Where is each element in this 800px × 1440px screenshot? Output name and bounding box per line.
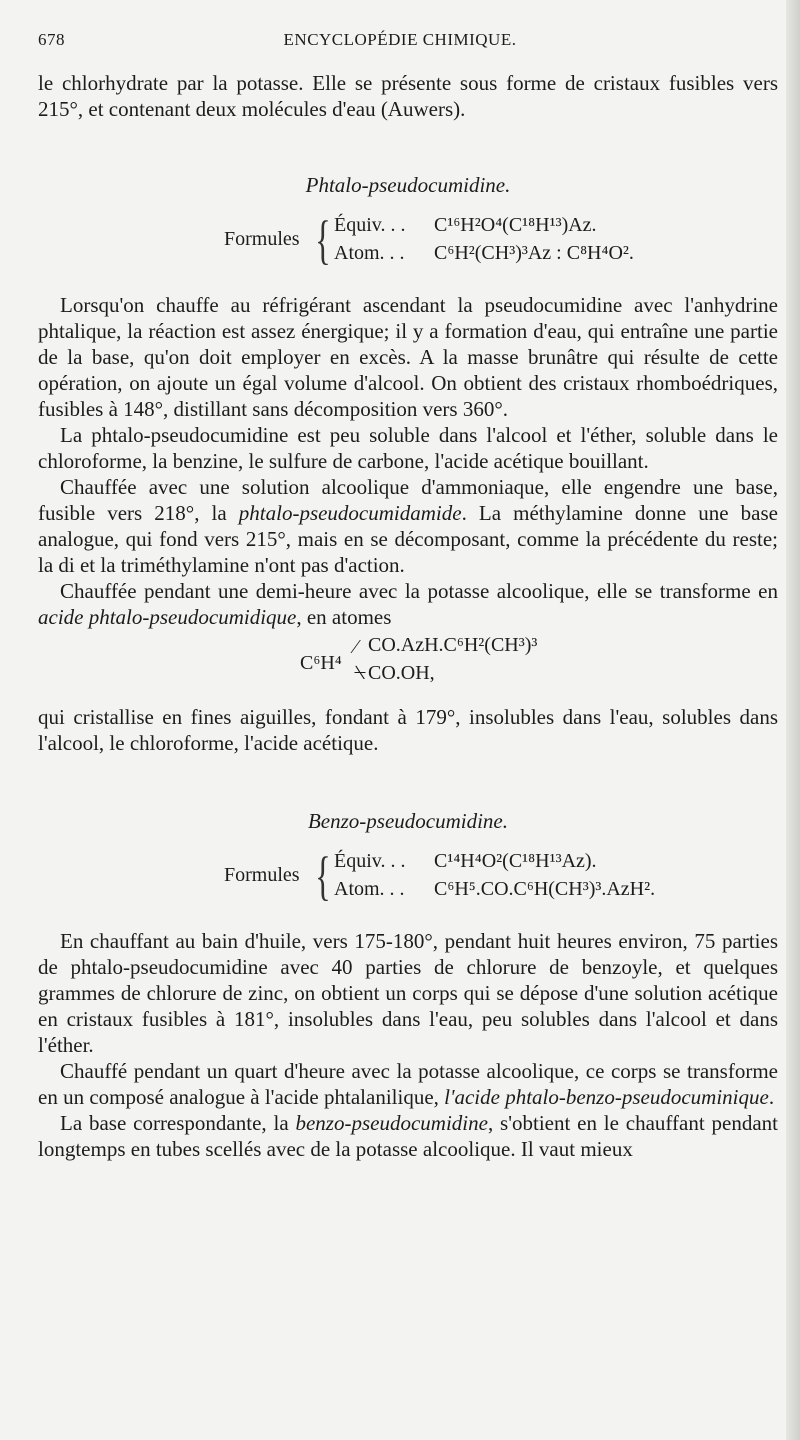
equiv-formula: C¹⁴H⁴O²(C¹⁸H¹³Az). — [434, 850, 597, 872]
paragraph-4-text-b: , en atomes — [296, 605, 392, 629]
bond-up-icon: ⁄ — [354, 636, 358, 658]
paragraph-8 — [38, 1110, 778, 1162]
page-number: 678 — [38, 30, 65, 49]
brace-icon: { — [315, 846, 331, 906]
structure-group-1: CO.AzH.C⁶H²(CH³)³ — [368, 634, 538, 656]
formula-atom-row — [334, 876, 656, 902]
paragraph-4-italic: acide phtalo-pseudocumidique — [38, 605, 297, 629]
paragraph-3-italic: phtalo-pseudocumidamide — [238, 501, 462, 525]
section-heading-phtalo: Phtalo-pseudocumidine. — [305, 173, 511, 197]
paragraph-3-text-a: Chauffée avec une solution alcoolique d'ammoniaque, elle engendre une base, fusible vers 218°, la — [38, 475, 778, 525]
paragraph-7 — [38, 1058, 778, 1110]
formulas-label: Formules — [224, 864, 300, 886]
paragraph-6: En chauffant au bain d'huile, vers 175-180°, pendant huit heures environ, 75 parties de phtalo-pseudocumidine avec 40 parties de chlorure de benzoyle, et quelques grammes de chlorure de zinc, on obtient un corps qui se dépose d'une solution acétique en cristaux fusibles à 181°, insolubles dans l'eau, peu solubles dans l'alcool et dans l'éther. — [38, 929, 778, 1057]
atom-label: Atom. . . — [334, 242, 405, 264]
paragraph-1: Lorsqu'on chauffe au réfrigérant ascendant la pseudocumidine avec l'anhydrine phtalique, la réaction est assez énergique; il y a formation d'eau, qui entraîne une partie de la base, qu'on doit employer en excès. A la masse brunâtre qui résulte de cette opération, on ajoute un égal volume d'alcool. On obtient des cristaux rhomboédriques, fusibles à 148°, distillant sans décomposition vers 360°. — [38, 293, 778, 421]
structure-base: C⁶H⁴ — [300, 652, 342, 674]
running-title: ENCYCLOPÉDIE CHIMIQUE. — [283, 30, 517, 49]
brace-icon: { — [315, 210, 331, 270]
paragraph-7-text-b: . — [768, 1085, 775, 1109]
paragraph-intro: le chlorhydrate par la potasse. Elle se présente sous forme de cristaux fusibles vers 215°, et contenant deux molécules d'eau (Auwers). — [38, 71, 778, 121]
formula-block-phtalo — [38, 212, 778, 270]
paragraph-5: qui cristallise en fines aiguilles, fondant à 179°, insolubles dans l'eau, solubles dans l'alcool, le chloroforme, l'acide acétique. — [38, 705, 778, 755]
equiv-label: Équiv. . . — [334, 850, 406, 872]
formula-equiv-row — [334, 212, 597, 238]
atom-label: Atom. . . — [334, 878, 405, 900]
formulas-label: Formules — [224, 228, 300, 250]
equiv-label: Équiv. . . — [334, 214, 406, 236]
paragraph-4 — [38, 578, 778, 630]
paragraph-2: La phtalo-pseudocumidine est peu soluble dans l'alcool et l'éther, soluble dans le chloroforme, la benzine, le sulfure de carbone, l'acide acétique bouillant. — [38, 423, 778, 473]
paragraph-4-text-a: Chauffée pendant une demi-heure avec la potasse alcoolique, elle se transforme en — [60, 579, 778, 603]
paragraph-7-italic: l'acide phtalo-benzo-pseudocuminique — [444, 1085, 769, 1109]
page-edge-shadow — [786, 0, 800, 1440]
paragraph-3 — [38, 474, 778, 578]
formula-atom-row — [334, 240, 634, 266]
page-body — [38, 70, 778, 1162]
paragraph-8-text-a: La base correspondante, la — [60, 1111, 296, 1135]
structural-formula — [38, 630, 778, 696]
structure-group-2: CO.OH, — [368, 662, 435, 684]
formula-block-benzo — [38, 848, 778, 906]
equiv-formula: C¹⁶H²O⁴(C¹⁸H¹³)Az. — [434, 214, 597, 236]
running-header — [38, 30, 762, 60]
paragraph-8-italic: benzo-pseudocumidine — [295, 1111, 488, 1135]
paragraph-3-text-b: . La méthylamine donne une base analogue, qui fond vers 215°, mais en se décomposant, comme la précédente du reste; la di et la triméthylamine n'ont pas d'action. — [38, 501, 778, 577]
bond-down-icon: ⍀ — [354, 662, 366, 684]
paragraph-7-text-a: Chauffé pendant un quart d'heure avec la potasse alcoolique, ce corps se transforme en un composé analogue à l'acide phtalanilique, — [38, 1059, 778, 1109]
paragraph-8-text-b: , s'obtient en le chauffant pendant longtemps en tubes scellés avec de la potasse alcoolique. Il vaut mieux — [38, 1111, 778, 1161]
section-heading-benzo: Benzo-pseudocumidine. — [307, 809, 509, 833]
atom-formula: C⁶H²(CH³)³Az : C⁸H⁴O². — [434, 242, 634, 264]
atom-formula: C⁶H⁵.CO.C⁶H(CH³)³.AzH². — [434, 878, 656, 900]
formula-equiv-row — [334, 848, 597, 874]
